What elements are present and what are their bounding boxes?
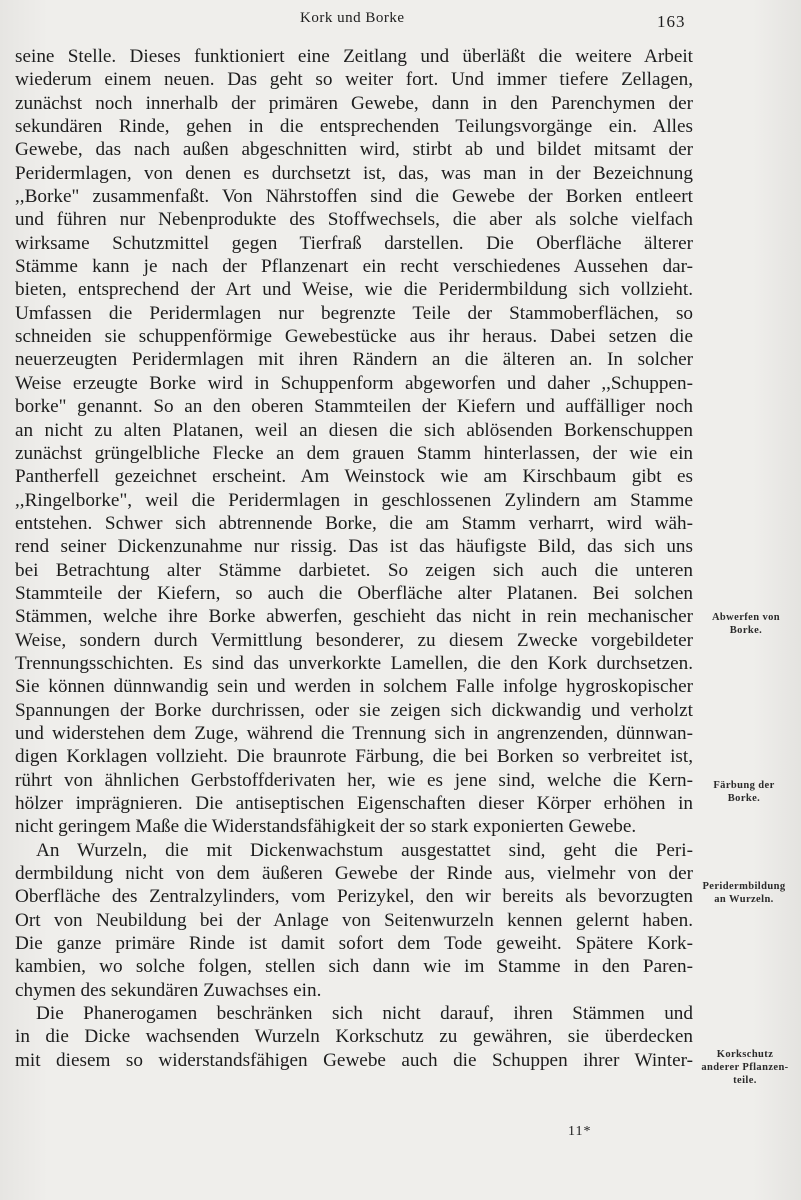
text-line: Trennungsschichten. Es sind das unverkorkte Lamellen, die den Kork durchsetzen. [15, 652, 693, 674]
running-head-title: Kork und Borke [300, 10, 405, 26]
text-line: Peridermlagen, von denen es durchsetzt ist, das, was man in der Bezeichnung [15, 162, 693, 184]
margin-note-line: teile. [733, 1075, 757, 1086]
text-line: in die Dicke wachsenden Wurzeln Korkschutz zu gewähren, sie überdecken [15, 1026, 693, 1048]
text-line: und führen nur Nebenprodukte des Stoffwechsels, die aber als solche vielfach [15, 209, 693, 231]
text-line: wiederum einem neuen. Das geht so weiter fort. Und immer tiefere Zellagen, [15, 69, 693, 91]
text-line: bei Betrachtung alter Stämme darbietet. So zeigen sich auch die unteren [15, 559, 693, 581]
text-line: an nicht zu alten Platanen, weil an diesen die sich ablösenden Borkenschuppen [15, 419, 693, 441]
page-number: 163 [657, 12, 686, 31]
text-line: ,,Borke" zusammenfaßt. Von Nährstoffen sind die Gewebe der Borken entleert [15, 186, 693, 208]
text-line: Ort von Neubildung bei der Anlage von Seitenwurzeln kennen gelernt haben. [15, 909, 693, 931]
margin-note-abwerfen [700, 611, 792, 637]
text-line: rend seiner Dickenzunahme nur rissig. Das ist das häufigste Bild, das sich uns [15, 536, 693, 558]
text-line: Oberfläche des Zentralzylinders, vom Perizykel, den wir bereits als bevorzugten [15, 886, 693, 908]
text-line: Gewebe, das nach außen abgeschnitten wird, stirbt ab und bildet mitsamt der [15, 139, 693, 161]
text-line: neuerzeugten Peridermlagen mit ihren Rändern an die älteren an. In solcher [15, 349, 693, 371]
margin-note-peridermbildung [692, 880, 796, 906]
text-line: mit diesem so widerstandsfähigen Gewebe auch die Schuppen ihrer Winter- [15, 1049, 693, 1071]
text-line: kambien, wo solche folgen, stellen sich dann wie im Stamme in den Paren- [15, 956, 693, 978]
text-line: und widerstehen dem Zuge, während die Trennung sich in angrenzenden, dünnwan- [15, 722, 693, 744]
text-line: Weise erzeugte Borke wird in Schuppenform abgeworfen und daher ,,Schuppen- [15, 372, 693, 394]
text-line: bieten, entsprechend der Art und Weise, wie die Peridermbildung sich vollzieht. [15, 279, 693, 301]
signature-mark: 11* [568, 1124, 592, 1139]
text-line: Stämme kann je nach der Pflanzenart ein recht verschiedenes Aussehen dar- [15, 256, 693, 278]
margin-note-line: Borke. [729, 625, 763, 636]
text-line: zunächst noch innerhalb der primären Gewebe, dann in den Parenchymen der [15, 92, 693, 114]
text-line: seine Stelle. Dieses funktioniert eine Zeitlang und überläßt die weitere Arbeit [15, 46, 693, 67]
text-line: wirksame Schutzmittel gegen Tierfraß darstellen. Die Oberfläche älterer [15, 232, 693, 254]
text-line: Die Phanerogamen beschränken sich nicht darauf, ihren Stämmen und [36, 1003, 693, 1025]
margin-note-line: Korkschutz [716, 1049, 774, 1060]
margin-note-line: anderer Pflanzen- [701, 1062, 789, 1073]
text-line: digen Korklagen vollzieht. Die braunrote Färbung, die bei Borken so verbreitet ist, [15, 746, 693, 768]
text-line: Spannungen der Borke durchrissen, oder sie zeigen sich dickwandig und verholzt [15, 699, 693, 721]
margin-note-line: an Wurzeln. [714, 894, 774, 905]
text-line: zunächst grüngelbliche Flecke an dem grauen Stamm hinterlassen, der wie ein [15, 442, 693, 464]
text-line: Weise, sondern durch Vermittlung besonderer, zu diesem Zwecke vorgebildeter [15, 629, 693, 651]
text-line: Die ganze primäre Rinde ist damit sofort dem Tode geweiht. Spätere Kork- [15, 933, 693, 955]
margin-note-line: Abwerfen von [711, 612, 781, 623]
body-text [15, 45, 693, 1072]
text-line: Umfassen die Peridermlagen nur begrenzte Teile der Stammoberflächen, so [15, 302, 693, 324]
text-line: hölzer imprägnieren. Die antiseptischen Eigenschaften dieser Körper erhöhen in [15, 793, 693, 814]
text-line: sekundären Rinde, gehen in die entsprechenden Teilungsvorgänge ein. Alles [15, 116, 693, 138]
text-line: Sie können dünnwandig sein und werden in solchem Falle infolge hygroskopischer [15, 676, 693, 698]
text-line: schneiden sie schuppenförmige Gewebestücke aus ihr heraus. Dabei setzen die [15, 326, 693, 348]
margin-note-line: Borke. [727, 793, 761, 804]
running-head [0, 8, 801, 32]
text-line: borke" genannt. So an den oberen Stammteilen der Kiefern und auffälliger noch [15, 396, 693, 418]
text-line: Pantherfell gezeichnet erscheint. Am Weinstock wie am Kirschbaum gibt es [15, 466, 693, 488]
margin-note-line: Peridermbildung [702, 881, 786, 892]
text-line: Stammteile der Kiefern, so auch die Oberfläche alter Platanen. Bei solchen [15, 582, 693, 604]
text-line: ,,Ringelborke", weil die Peridermlagen in geschlossenen Zylindern am Stamme [15, 489, 693, 511]
margin-note-line: Färbung der [713, 780, 775, 791]
text-line: An Wurzeln, die mit Dickenwachstum ausgestattet sind, geht die Peri- [36, 839, 693, 861]
text-line: dermbildung nicht von dem äußeren Gewebe der Rinde aus, vielmehr von der [15, 863, 693, 885]
margin-note-faerbung [700, 779, 788, 805]
text-line: rührt von ähnlichen Gerbstoffderivaten her, wie es jene sind, welche die Kern- [15, 769, 693, 791]
text-line: nicht geringem Maße die Widerstandsfähigkeit der so stark exponierten Gewebe. [15, 816, 637, 838]
text-line: Stämmen, welche ihre Borke abwerfen, geschieht das nicht in rein mechanischer [15, 606, 693, 628]
text-line: entstehen. Schwer sich abtrennende Borke, die am Stamm verharrt, wird wäh- [15, 512, 693, 534]
margin-note-korkschutz [697, 1048, 793, 1087]
text-line: chymen des sekundären Zuwachses ein. [15, 979, 322, 1001]
